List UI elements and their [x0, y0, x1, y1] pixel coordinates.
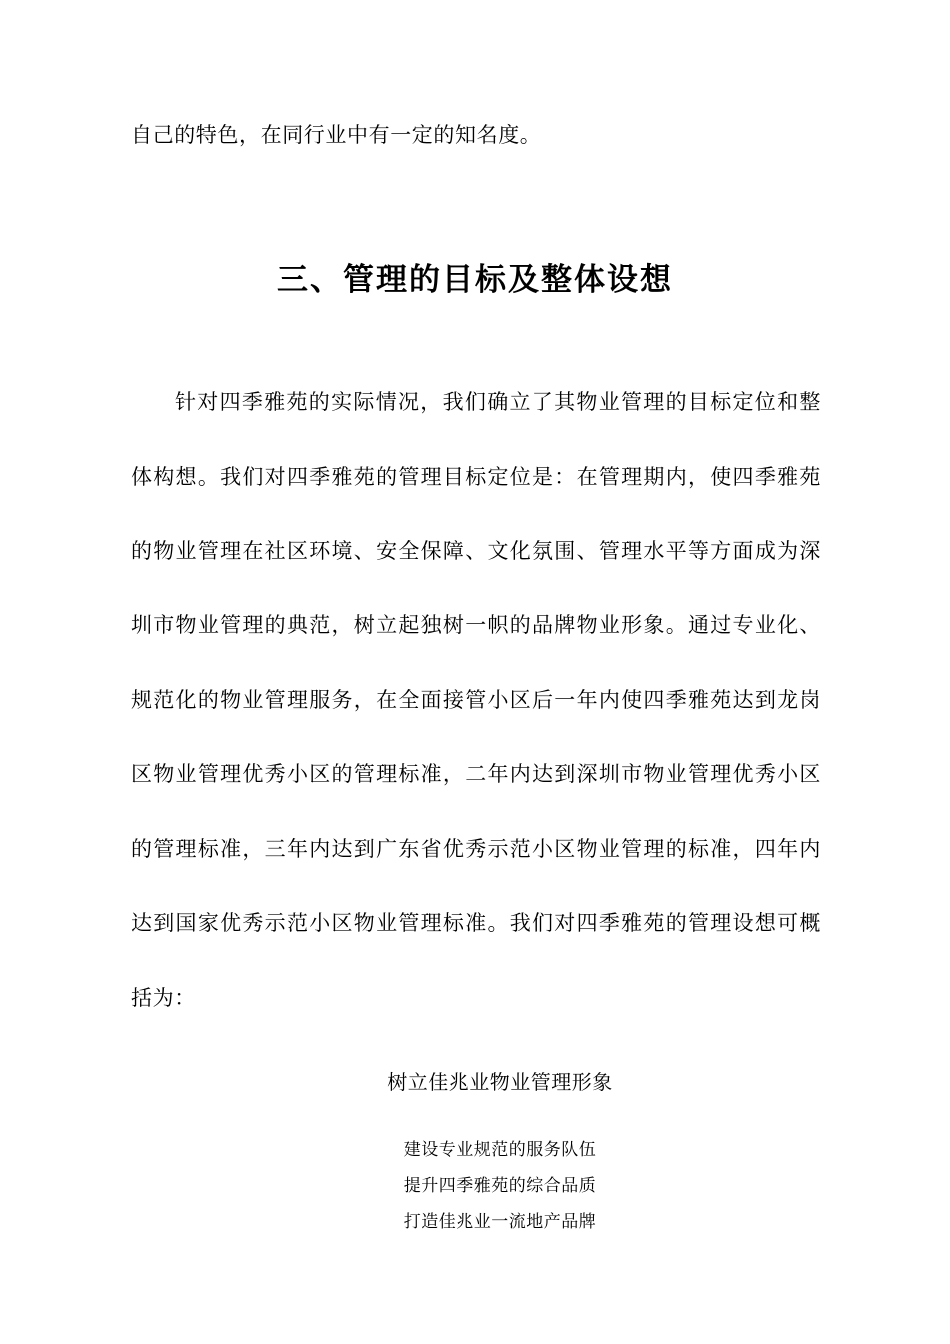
section-heading: 三、管理的目标及整体设想	[277, 262, 673, 298]
paragraph-line: 针对四季雅苑的实际情况，我们确立了其物业管理的目标定位和整	[175, 390, 821, 414]
paragraph-line: 达到国家优秀示范小区物业管理标准。我们对四季雅苑的管理设想可概	[131, 911, 821, 935]
paragraph-line: 区物业管理优秀小区的管理标准，二年内达到深圳市物业管理优秀小区	[131, 762, 821, 786]
paragraph-line: 圳市物业管理的典范，树立起独树一帜的品牌物业形象。通过专业化、	[131, 613, 821, 637]
motto-heading: 树立佳兆业物业管理形象	[387, 1070, 613, 1094]
paragraph-line: 括为：	[131, 986, 196, 1010]
paragraph-line: 的管理标准，三年内达到广东省优秀示范小区物业管理的标准，四年内	[131, 837, 821, 861]
paragraph-line: 规范化的物业管理服务，在全面接管小区后一年内使四季雅苑达到龙岗	[131, 688, 821, 712]
continuation-line: 自己的特色，在同行业中有一定的知名度。	[131, 123, 542, 147]
paragraph-line: 的物业管理在社区环境、安全保障、文化氛围、管理水平等方面成为深	[131, 539, 821, 563]
paragraph-line: 体构想。我们对四季雅苑的管理目标定位是：在管理期内，使四季雅苑	[131, 465, 821, 489]
sub-point-item: 建设专业规范的服务队伍	[403, 1140, 597, 1160]
sub-point-item: 提升四季雅苑的综合品质	[403, 1176, 597, 1196]
sub-point-item: 打造佳兆业一流地产品牌	[403, 1212, 597, 1232]
